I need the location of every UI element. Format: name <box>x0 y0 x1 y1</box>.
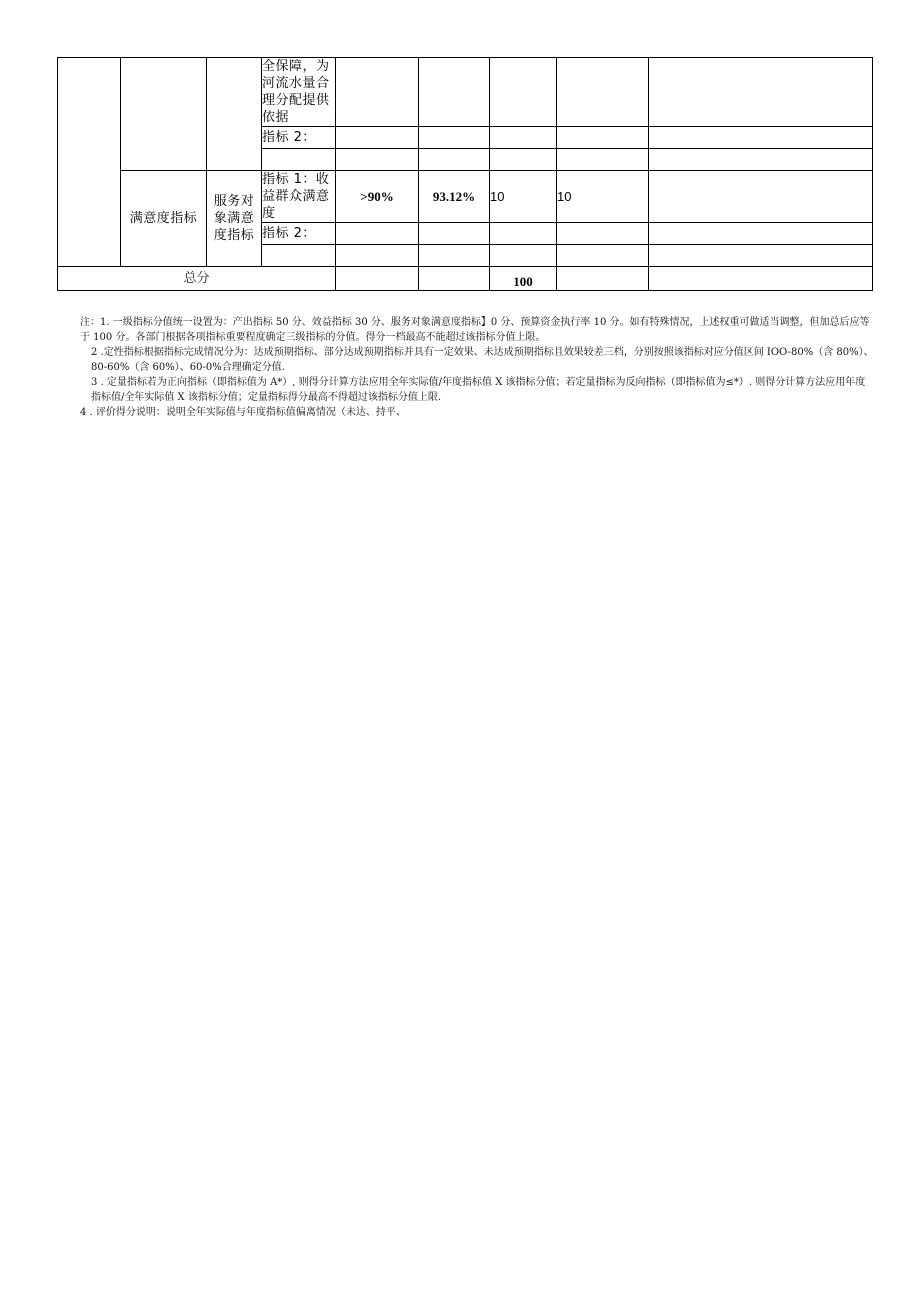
total-row <box>58 267 873 291</box>
target-cell <box>336 127 419 149</box>
satisfaction-level2-cell: 满意度指标 <box>121 171 207 267</box>
note-line-4: 4 . 评价得分说明：说明全年实际值与年度指标值偏离情况（未达、持平、 <box>80 407 406 418</box>
satisfaction-level3-cell: 服务对象满意度指标 <box>207 171 262 267</box>
indicator-text-cell <box>262 149 336 171</box>
level2-cell-upper <box>121 58 207 171</box>
notes-section <box>80 315 875 420</box>
target-cell <box>336 223 419 245</box>
performance-table <box>57 57 873 291</box>
score-value: 10 <box>557 171 649 223</box>
note-line-1: 注：1. 一级指标分值统一设置为：产出指标 50 分、效益指标 30 分、服务对象满意度指标】0 分、预算资金执行率 10 分。如有特殊情况，上述权重可做适当调整，但加总后应等于 100 分。各部门根据各项指标重要程度确定三级指标的分值。得分一档最高不能超过该指标分值上限。 <box>80 317 870 343</box>
total-value: 100 <box>490 267 557 291</box>
level1-cell <box>58 58 121 267</box>
remark-cell <box>649 58 873 127</box>
score-cell <box>557 223 649 245</box>
weight-cell <box>490 149 557 171</box>
weight-value: 10 <box>490 171 557 223</box>
level3-cell-upper <box>207 58 262 171</box>
actual-value: 93.12% <box>419 171 490 223</box>
note-line-3: 3 . 定量指标若为正向指标（即指标值为 A*）, 则得分计算方法应用全年实际值/年度指标值 X 该指标分值；若定量指标为反向指标（即指标值为≤*）. 则得分计算方法应用年度指标值/全年实际值 X 该指标分值；定量指标得分最高不得超过该指标分值上限. <box>91 377 866 403</box>
indicator-text-cell: 指标 1：收益群众满意度 <box>262 171 336 223</box>
remark-cell <box>649 267 873 291</box>
actual-cell <box>419 58 490 127</box>
actual-cell <box>419 267 490 291</box>
target-cell <box>336 267 419 291</box>
score-cell <box>557 267 649 291</box>
performance-table-container <box>57 57 872 291</box>
table-row <box>58 171 873 223</box>
note-line-2: 2 .定性指标根据指标完成情况分为：达成预期指标、部分达成预期指标并具有一定效果、未达成预期指标且效果较差三档，分别按照该指标对应分值区间 IOO-80%（含 80%）、80-60%（含 60%）、60-0%合理确定分值. <box>91 347 874 373</box>
actual-cell <box>419 149 490 171</box>
weight-cell <box>490 127 557 149</box>
target-cell <box>336 58 419 127</box>
weight-cell <box>490 245 557 267</box>
remark-cell <box>649 171 873 223</box>
target-cell <box>336 149 419 171</box>
target-value: >90% <box>336 171 419 223</box>
indicator-text-cell <box>262 245 336 267</box>
remark-cell <box>649 149 873 171</box>
score-cell <box>557 149 649 171</box>
weight-cell <box>490 58 557 127</box>
total-label: 总分 <box>58 267 336 291</box>
table-row <box>58 58 873 127</box>
score-cell <box>557 127 649 149</box>
indicator-text-cell: 指标 2： <box>262 223 336 245</box>
actual-cell <box>419 223 490 245</box>
remark-cell <box>649 127 873 149</box>
actual-cell <box>419 127 490 149</box>
score-cell <box>557 245 649 267</box>
indicator-text-cell: 指标 2： <box>262 127 336 149</box>
indicator-text-cell: 全保障，为河流水量合理分配提供依据 <box>262 58 336 127</box>
target-cell <box>336 245 419 267</box>
score-cell <box>557 58 649 127</box>
weight-cell <box>490 223 557 245</box>
actual-cell <box>419 245 490 267</box>
remark-cell <box>649 223 873 245</box>
remark-cell <box>649 245 873 267</box>
